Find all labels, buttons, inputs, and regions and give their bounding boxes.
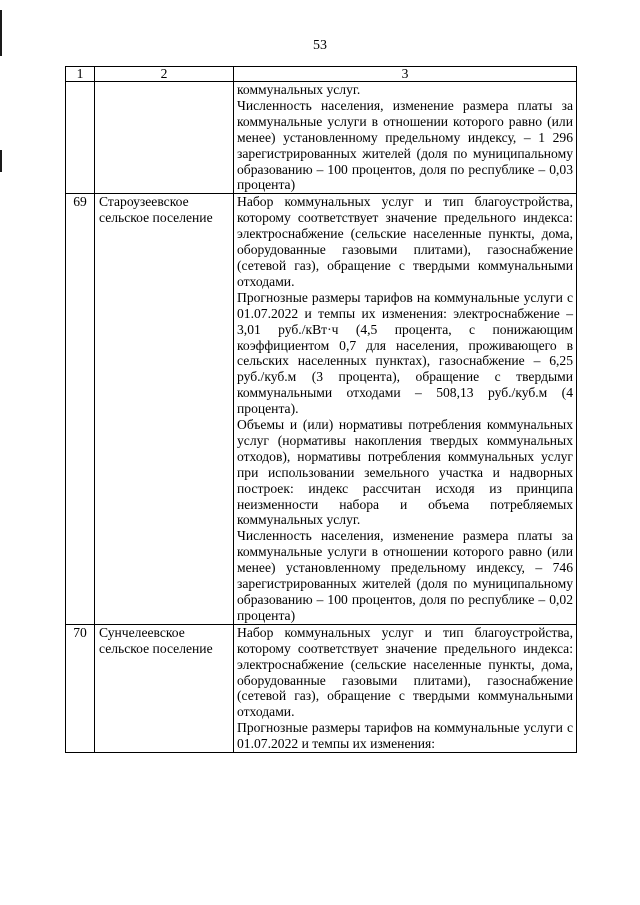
row-number: 69 [66, 194, 95, 624]
description-paragraph: Прогнозные размеры тарифов на коммунальные услуги с 01.07.2022 и темпы их изменения: [237, 720, 573, 752]
description-cell [234, 82, 577, 194]
description-paragraph: Численность населения, изменение размера платы за коммунальные услуги в отношении которого равно (или менее) установленному предельному индексу, – 1 296 зарегистрированных жителей (доля по муниципальному образованию – 100 процентов, доля по республике – 0,03 процента) [237, 97, 573, 193]
settlement-name: Староузеевское сельское поселение [95, 194, 234, 624]
tariff-table [65, 66, 577, 753]
table-row [66, 624, 577, 752]
description-paragraph: Численность населения, изменение размера платы за коммунальные услуги в отношении которого равно (или менее) установленному предельному индексу, – 746 зарегистрированных жителей (доля по муниципальному образованию – 100 процентов, доля по республике – 0,02 процента) [237, 528, 573, 623]
description-paragraph: Набор коммунальных услуг и тип благоустройства, которому соответствует значение предельного индекса: электроснабжение (сельские населенные пункты, дома, оборудованные газовыми плитами), газоснабжение (сетевой газ), обращение с твердыми коммунальными отходами. [237, 624, 573, 720]
column-header-3: 3 [234, 67, 577, 82]
description-cell [234, 194, 577, 624]
description-paragraph: Прогнозные размеры тарифов на коммунальные услуги с 01.07.2022 и темпы их изменения: электроснабжение – 3,01 руб./кВт·ч (4,5 процента, с понижающим коэффициентом 0,7 для населения, проживающего в сельских населенных пунктах), газоснабжение – 6,25 руб./куб.м (3 процента), обращение с твердыми коммунальными отходами – 508,13 руб./куб.м (4 процента). [237, 289, 573, 417]
description-paragraph: коммунальных услуг. [237, 82, 361, 97]
table-header-row [66, 67, 577, 82]
scan-edge-mark-middle [0, 150, 2, 172]
table-row [66, 82, 577, 194]
row-number [66, 82, 95, 194]
page-number: 53 [313, 38, 327, 53]
column-header-2: 2 [95, 67, 234, 82]
description-paragraph: Набор коммунальных услуг и тип благоустройства, которому соответствует значение предельного индекса: электроснабжение (сельские населенные пункты, дома, оборудованные газовыми плитами), газоснабжение (сетевой газ), обращение с твердыми коммунальными отходами. [237, 194, 573, 289]
row-number: 70 [66, 624, 95, 752]
description-paragraph: Объемы и (или) нормативы потребления коммунальных услуг (нормативы накопления твердых коммунальных отходов), нормативы потребления коммунальных услуг при использовании земельного участка и надворных построек: индекс рассчитан исходя из принципа неизменности набора и объема потребляемых коммунальных услуг. [237, 417, 573, 528]
settlement-name: Сунчелеевское сельское поселение [95, 624, 234, 752]
column-header-1: 1 [66, 67, 95, 82]
description-cell [234, 624, 577, 752]
settlement-name [95, 82, 234, 194]
table-row [66, 194, 577, 624]
